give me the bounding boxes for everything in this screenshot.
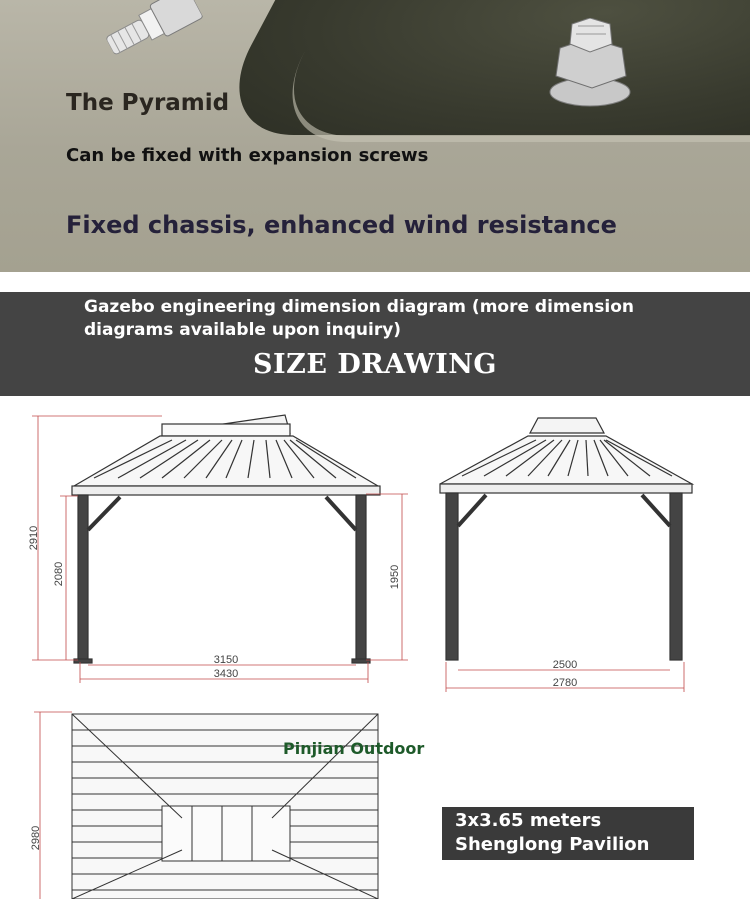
model-size-label: 3x3.65 meters bbox=[455, 810, 602, 831]
dim-front-total-height: 2910 bbox=[28, 525, 40, 551]
plan-dimension-lines bbox=[34, 712, 72, 899]
dim-front-outer-width: 3430 bbox=[213, 668, 239, 680]
dim-side-inner-width: 2500 bbox=[552, 659, 578, 671]
chassis-plate-rim bbox=[257, 0, 750, 142]
hero-line-wind-resistance: Fixed chassis, enhanced wind resistance bbox=[66, 211, 617, 239]
section-title: SIZE DRAWING bbox=[253, 349, 497, 380]
section-subtitle: Gazebo engineering dimension diagram (more dimension diagrams available upon inquiry) bbox=[84, 297, 634, 340]
dim-side-outer-width: 2780 bbox=[552, 677, 578, 689]
hero-title: The Pyramid bbox=[66, 90, 230, 116]
brand-watermark: Pinjian Outdoor bbox=[283, 739, 425, 758]
hero-line-expansion-screws: Can be fixed with expansion screws bbox=[66, 145, 429, 166]
dim-plan-depth: 2980 bbox=[30, 825, 42, 851]
bolt-icon bbox=[95, 0, 209, 73]
dim-side-post-height: 1950 bbox=[389, 564, 401, 590]
dim-front-inner-width: 3150 bbox=[213, 654, 239, 666]
model-name-label: Shenglong Pavilion bbox=[455, 834, 650, 855]
hero-photo bbox=[0, 0, 750, 272]
nut-icon bbox=[548, 18, 634, 108]
dim-front-post-height: 2080 bbox=[53, 561, 65, 587]
side-dimension-lines bbox=[366, 494, 684, 692]
side-elevation bbox=[440, 418, 692, 660]
front-elevation bbox=[72, 415, 380, 663]
